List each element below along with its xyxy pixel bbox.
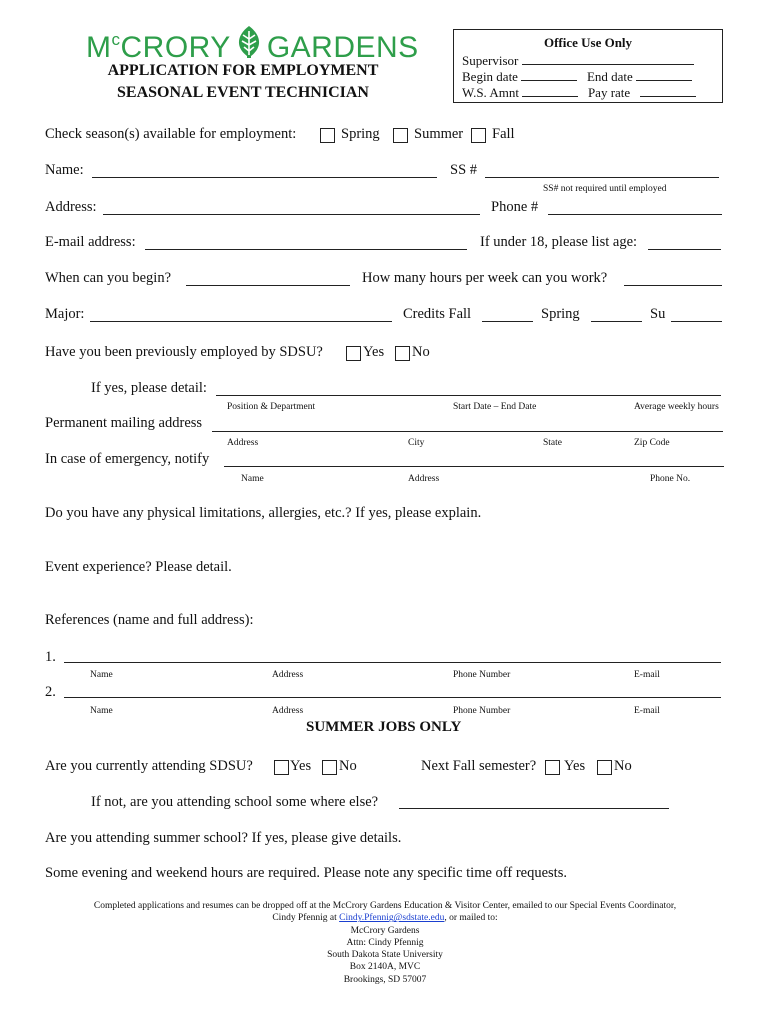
pay-rate-field[interactable] — [640, 96, 696, 97]
end-date-label: End date — [586, 69, 633, 84]
season-question: Check season(s) available for employment: — [45, 126, 297, 142]
footer-line2 — [40, 912, 730, 924]
detail-label: If yes, please detail: — [91, 380, 207, 396]
age-field[interactable] — [648, 249, 721, 250]
name-field[interactable] — [92, 177, 437, 178]
emergency-label: In case of emergency, notify — [45, 451, 210, 467]
logo-text-left: $M^cCRORY$ — [86, 30, 231, 64]
hours-caption: Average weekly hours — [634, 402, 719, 412]
footer-address-line: Brookings, SD 57007 — [343, 974, 427, 985]
form-title: APPLICATION FOR EMPLOYMENT — [107, 62, 379, 79]
ref1-address-caption: Address — [272, 670, 304, 680]
next-fall-yes-label: Yes — [564, 758, 586, 774]
footer-address-line: South Dakota State University — [327, 950, 443, 961]
attending-no-label: No — [339, 758, 357, 774]
ref1-phone-caption: Phone Number — [453, 670, 511, 680]
phone-field[interactable] — [548, 214, 722, 215]
ws-amnt-label: W.S. Amnt — [462, 85, 519, 100]
emergency-phone-caption: Phone No. — [650, 474, 691, 484]
ref2-email-caption: E-mail — [634, 706, 660, 716]
attending-question: Are you currently attending SDSU? — [45, 758, 253, 774]
reference-2-field[interactable] — [64, 697, 721, 698]
event-question: Event experience? Please detail. — [45, 559, 232, 575]
major-field[interactable] — [90, 321, 392, 322]
reference-1-field[interactable] — [64, 662, 721, 663]
references-question: References (name and full address): — [45, 612, 254, 628]
reference-2-number: 2. — [45, 684, 56, 700]
attending-yes-label: Yes — [290, 758, 312, 774]
major-label: Major: — [45, 306, 85, 322]
credits-fall-field[interactable] — [482, 321, 533, 322]
reference-1-number: 1. — [45, 649, 56, 665]
summer-checkbox[interactable] — [393, 128, 408, 143]
mailing-address-caption: Address — [227, 438, 259, 448]
credits-spring-field[interactable] — [591, 321, 642, 322]
footer-line1: Completed applications and resumes can be dropped off at the McCrory Gardens Education & Visitor Center, emailed to our Special Events Coordinator, — [93, 901, 677, 911]
employment-detail-field[interactable] — [216, 395, 721, 396]
footer-contact-name: Cindy Pfennig at — [272, 913, 337, 924]
address-field[interactable] — [103, 214, 480, 215]
ref1-email-caption: E-mail — [634, 670, 660, 680]
logo-text-right: GARDENS — [266, 30, 419, 64]
attending-no-checkbox[interactable] — [322, 760, 337, 775]
ss-field[interactable] — [485, 177, 719, 178]
phone-label: Phone # — [491, 199, 539, 215]
credits-su-label: Su — [650, 306, 666, 322]
begin-date-label: Begin date — [462, 69, 518, 84]
employed-yes-checkbox[interactable] — [346, 346, 361, 361]
credits-fall-label: Credits Fall — [403, 306, 472, 322]
emergency-address-caption: Address — [408, 474, 440, 484]
mailing-label: Permanent mailing address — [45, 415, 203, 431]
footer-mailed-to: , or mailed to: — [444, 913, 498, 924]
ref1-name-caption: Name — [90, 670, 113, 680]
begin-date-field[interactable] — [521, 80, 577, 81]
end-date-field[interactable] — [636, 80, 692, 81]
form-subtitle: SEASONAL EVENT TECHNICIAN — [117, 84, 369, 101]
next-fall-yes-checkbox[interactable] — [545, 760, 560, 775]
footer-address-line: McCrory Gardens — [350, 925, 420, 936]
spring-checkbox[interactable] — [320, 128, 335, 143]
summer-label: Summer — [414, 126, 464, 142]
pay-rate-label: Pay rate — [587, 85, 631, 100]
mailing-zip-caption: Zip Code — [634, 438, 670, 448]
begin-field[interactable] — [186, 285, 350, 286]
mailing-field[interactable] — [212, 431, 723, 432]
emergency-field[interactable] — [224, 466, 724, 467]
name-label: Name: — [45, 162, 84, 178]
emergency-name-caption: Name — [241, 474, 264, 484]
leaf-icon — [234, 25, 264, 67]
hours-label: How many hours per week can you work? — [362, 270, 608, 286]
under18-label: If under 18, please list age: — [480, 234, 638, 250]
employed-yes-label: Yes — [363, 344, 385, 360]
next-fall-question: Next Fall semester? — [421, 758, 537, 774]
dates-caption: Start Date – End Date — [453, 402, 537, 412]
elsewhere-field[interactable] — [399, 808, 669, 809]
employed-no-label: No — [412, 344, 430, 360]
next-fall-no-checkbox[interactable] — [597, 760, 612, 775]
email-field[interactable] — [145, 249, 467, 250]
fall-checkbox[interactable] — [471, 128, 486, 143]
footer-instructions — [40, 900, 730, 986]
footer-address-line: Box 2140A, MVC — [349, 962, 421, 973]
office-use-heading: Office Use Only — [543, 35, 633, 50]
ss-note: SS# not required until employed — [543, 184, 667, 194]
summer-school-question: Are you attending summer school? If yes, please give details. — [45, 830, 402, 846]
mailing-state-caption: State — [543, 438, 562, 448]
employed-no-checkbox[interactable] — [395, 346, 410, 361]
email-label: E-mail address: — [45, 234, 136, 250]
ss-label: SS # — [450, 162, 478, 178]
coordinator-email-link[interactable]: Cindy.Pfennig@sdstate.edu — [339, 913, 445, 924]
office-use-box — [453, 29, 723, 103]
next-fall-no-label: No — [614, 758, 632, 774]
credits-su-field[interactable] — [671, 321, 722, 322]
elsewhere-question: If not, are you attending school some where else? — [91, 794, 379, 810]
mailing-city-caption: City — [408, 438, 425, 448]
position-caption: Position & Department — [227, 402, 316, 412]
ref2-name-caption: Name — [90, 706, 113, 716]
ref2-phone-caption: Phone Number — [453, 706, 511, 716]
ref2-address-caption: Address — [272, 706, 304, 716]
ws-amnt-field[interactable] — [522, 96, 578, 97]
hours-field[interactable] — [624, 285, 722, 286]
address-label: Address: — [45, 199, 97, 215]
fall-label: Fall — [492, 126, 515, 142]
office-supervisor-row — [462, 53, 694, 69]
summer-jobs-heading: SUMMER JOBS ONLY — [306, 719, 462, 735]
spring-label: Spring — [341, 126, 380, 142]
begin-label: When can you begin? — [45, 270, 172, 286]
supervisor-label: Supervisor — [462, 53, 519, 68]
hours-note: Some evening and weekend hours are required. Please note any specific time off requests. — [45, 865, 567, 881]
employment-question: Have you been previously employed by SDSU? — [45, 344, 323, 360]
office-pay-row — [462, 85, 696, 101]
attending-yes-checkbox[interactable] — [274, 760, 289, 775]
physical-question: Do you have any physical limitations, allergies, etc.? If yes, please explain. — [45, 505, 482, 521]
credits-spring-label: Spring — [541, 306, 580, 322]
supervisor-field[interactable] — [522, 64, 694, 65]
office-dates-row — [462, 69, 692, 85]
footer-address-line: Attn: Cindy Pfennig — [346, 937, 424, 948]
